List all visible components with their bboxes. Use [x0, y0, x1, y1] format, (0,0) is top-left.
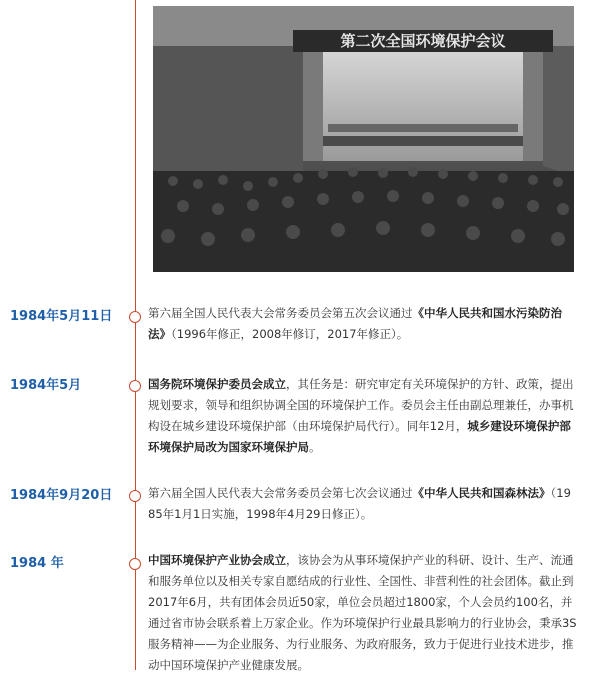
entry-text-part: 第六届全国人民代表大会常务委员会第五次会议通过: [148, 306, 413, 320]
entry-text-bold: 城乡建设环境保护部环境保护局改为国家环境保护局: [148, 419, 571, 454]
entry-text: [148, 303, 578, 345]
entry-text-part: 。: [309, 440, 321, 454]
timeline-dot: [129, 558, 141, 570]
conference-photo: [153, 6, 574, 272]
entry-text: [148, 374, 578, 458]
entry-text-bold: 《中华人民共和国水污染防治法》: [148, 306, 562, 341]
entry-text-bold: 《中华人民共和国森林法》: [412, 486, 551, 500]
entry-text: [148, 483, 578, 525]
entry-text: [148, 550, 578, 676]
entry-text-part: （1985年1月1日实施，1998年4月29日修正）。: [148, 486, 571, 521]
conference-photo-art: [153, 6, 574, 272]
entry-text-bold: 国务院环境保护委员会成立: [148, 377, 286, 391]
timeline-dot: [129, 490, 141, 502]
entry-text-part: 第六届全国人民代表大会常务委员会第七次会议通过: [148, 486, 413, 500]
entry-text-bold: 中国环境保护产业协会成立: [148, 553, 286, 567]
entry-text-part: ，该协会为从事环境保护产业的科研、设计、生产、流通和服务单位以及相关专家自愿结成的行业性、全国性、非营利性的社会团体。截止到2017年6月，共有团体会员近50家，单位会员超过1800家，个人会员约100名，并通过省市协会联系着上万家企业。作为环境保护行业最具影响力的行业协会，秉承3S服务精神——为企业服务、为行业服务、为政府服务，致力于促进行业技术进步，推动中国环境保护产业健康发展。: [148, 553, 577, 672]
entry-date: 1984年5月11日: [10, 309, 113, 324]
entry-date: 1984 年: [10, 556, 64, 571]
timeline-dot: [129, 380, 141, 392]
entry-text-part: ，其任务是：研究审定有关环境保护的方针、政策，提出规划要求，领导和组织协调全国的环境保护工作。委员会主任由副总理兼任，办事机构设在城乡建设环境保护部（由环境保护局代行）。同年12月，: [148, 377, 574, 433]
entry-date: 1984年5月: [10, 378, 82, 393]
entry-date: 1984年9月20日: [10, 488, 113, 503]
entry-text-part: （1996年修正，2008年修订，2017年修正）。: [171, 327, 409, 341]
photo-banner: 第二次全国环境保护会议: [340, 32, 506, 50]
timeline-dot: [129, 311, 141, 323]
